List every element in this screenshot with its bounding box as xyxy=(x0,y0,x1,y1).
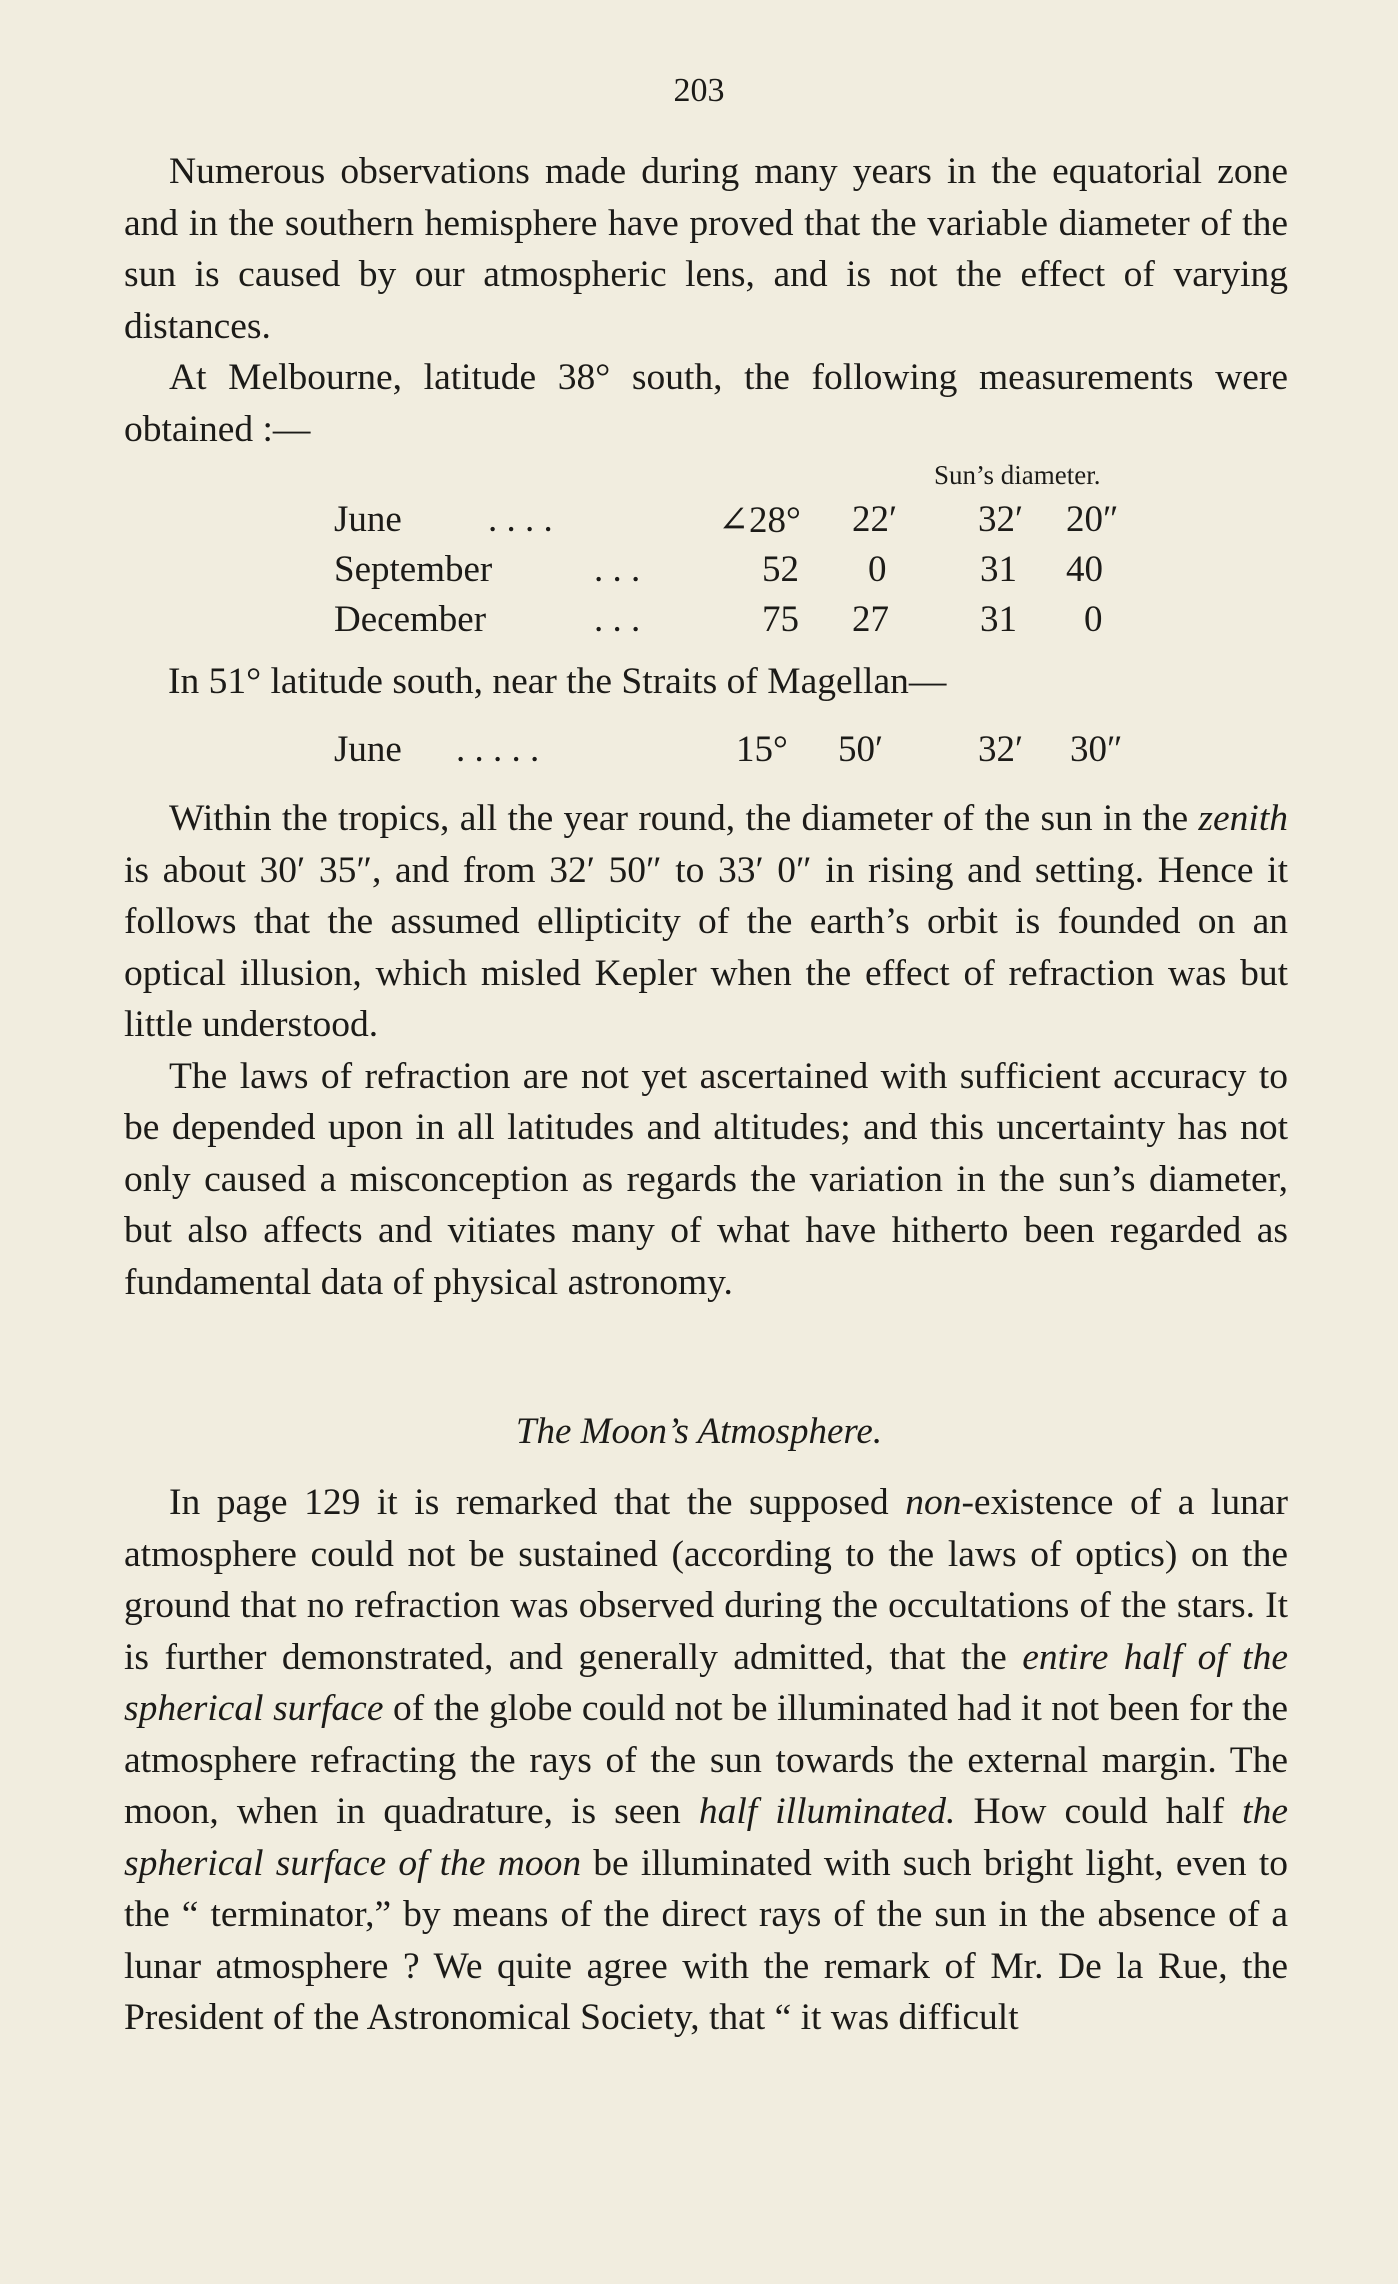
row-minutes: 22′ xyxy=(852,499,898,540)
row-diameter-seconds: 20″ xyxy=(1066,499,1119,540)
text-run: In page 129 it is remarked that the supposed xyxy=(169,1482,906,1523)
text-block-bottom xyxy=(124,1477,1288,2044)
row-diameter-minutes: 32′ xyxy=(978,499,1024,540)
row-dots: . . . . . xyxy=(456,729,540,770)
row-month: June xyxy=(334,499,402,540)
page-number: 203 xyxy=(673,72,725,109)
table-header-sun-diameter: Sun’s diameter. xyxy=(934,460,1101,490)
row-minutes: 0 xyxy=(868,549,887,590)
row-diameter-seconds: 30″ xyxy=(1070,729,1123,770)
row-diameter-seconds: 0 xyxy=(1084,599,1103,640)
italic-non: non xyxy=(905,1482,962,1523)
paragraph-refraction: The laws of refraction are not yet ascertained with sufficient accuracy to be depended upon in all latitudes and altitudes; and this uncertainty has not only caused a misconception as regards the variation in the sun’s diameter, but also affects and vitiates many of what have hitherto been regarded as fundamental data of physical astronomy. xyxy=(124,1055,1288,1303)
italic-phrase: half illuminated. xyxy=(698,1791,956,1832)
text-block-middle xyxy=(124,793,1288,1308)
row-diameter-seconds: 40 xyxy=(1066,549,1103,590)
text-run: is about 30′ 35″, and from 32′ 50″ to 33′ 0″ in rising and setting. Hence it follows that the assumed ellipticity of the earth’s orbit is founded on an optical illusion, which misled Kepler when the effect of refraction was but little understood. xyxy=(124,849,1288,1045)
row-dots: . . . xyxy=(594,599,641,640)
row-angle: ∠28° xyxy=(718,500,801,541)
row-dots: . . . . xyxy=(488,499,553,540)
paragraph-tropics xyxy=(124,793,1288,1051)
text-run: How could half xyxy=(955,1791,1243,1832)
italic-phrase: entire half of the spherical surface xyxy=(124,1636,1288,1729)
row-minutes: 50′ xyxy=(838,729,884,770)
row-angle: 75 xyxy=(762,599,799,640)
text-run: -existence of a lunar atmosphere could not be sustained (according to the laws of optics) on the ground that no refraction was observed during the occultations of the stars. It is further demonstrated, and generally admitted, that the xyxy=(124,1482,1288,1678)
text-run: of the globe could not be illuminated had it not been for the atmosphere refracting the rays of the sun towards the external margin. The moon, when in quadrature, is seen xyxy=(124,1688,1288,1832)
row-month: September xyxy=(334,549,493,590)
italic-zenith: zenith xyxy=(1198,798,1288,839)
text-run: be illuminated with such bright light, even to the “ terminator,” by means of the direct rays of the sun in the absence of a lunar atmosphere ? We quite agree with the remark of Mr. De la Rue, the President of the Astronomical Society, that “ it was difficult xyxy=(124,1842,1288,2038)
text-run: Within the tropics, all the year round, the diameter of the sun in the xyxy=(169,798,1199,839)
row-angle: 15° xyxy=(736,729,788,770)
paragraph-observations: Numerous observations made during many years in the equatorial zone and in the southern hemisphere have proved that the variable diameter of the sun is caused by our atmospheric lens, and is not the effect of varying distances. xyxy=(124,151,1288,347)
row-minutes: 27 xyxy=(852,599,889,640)
paragraph-melbourne: At Melbourne, latitude 38° south, the following measurements were obtained :— xyxy=(124,357,1288,450)
paragraph-lunar xyxy=(124,1477,1288,2044)
italic-phrase: the spherical surface of the moon xyxy=(124,1791,1288,1884)
section-heading: The Moon’s Atmosphere. xyxy=(515,1411,883,1452)
row-diameter-minutes: 31 xyxy=(980,599,1017,640)
row-dots: . . . xyxy=(594,549,641,590)
row-diameter-minutes: 31 xyxy=(980,549,1017,590)
row-diameter-minutes: 32′ xyxy=(978,729,1024,770)
paragraph-magellan: In 51° latitude south, near the Straits of Magellan— xyxy=(168,661,947,702)
row-month: December xyxy=(334,599,487,640)
row-month: June xyxy=(334,729,402,770)
row-angle: 52 xyxy=(762,549,799,590)
text-block-top xyxy=(124,146,1288,455)
